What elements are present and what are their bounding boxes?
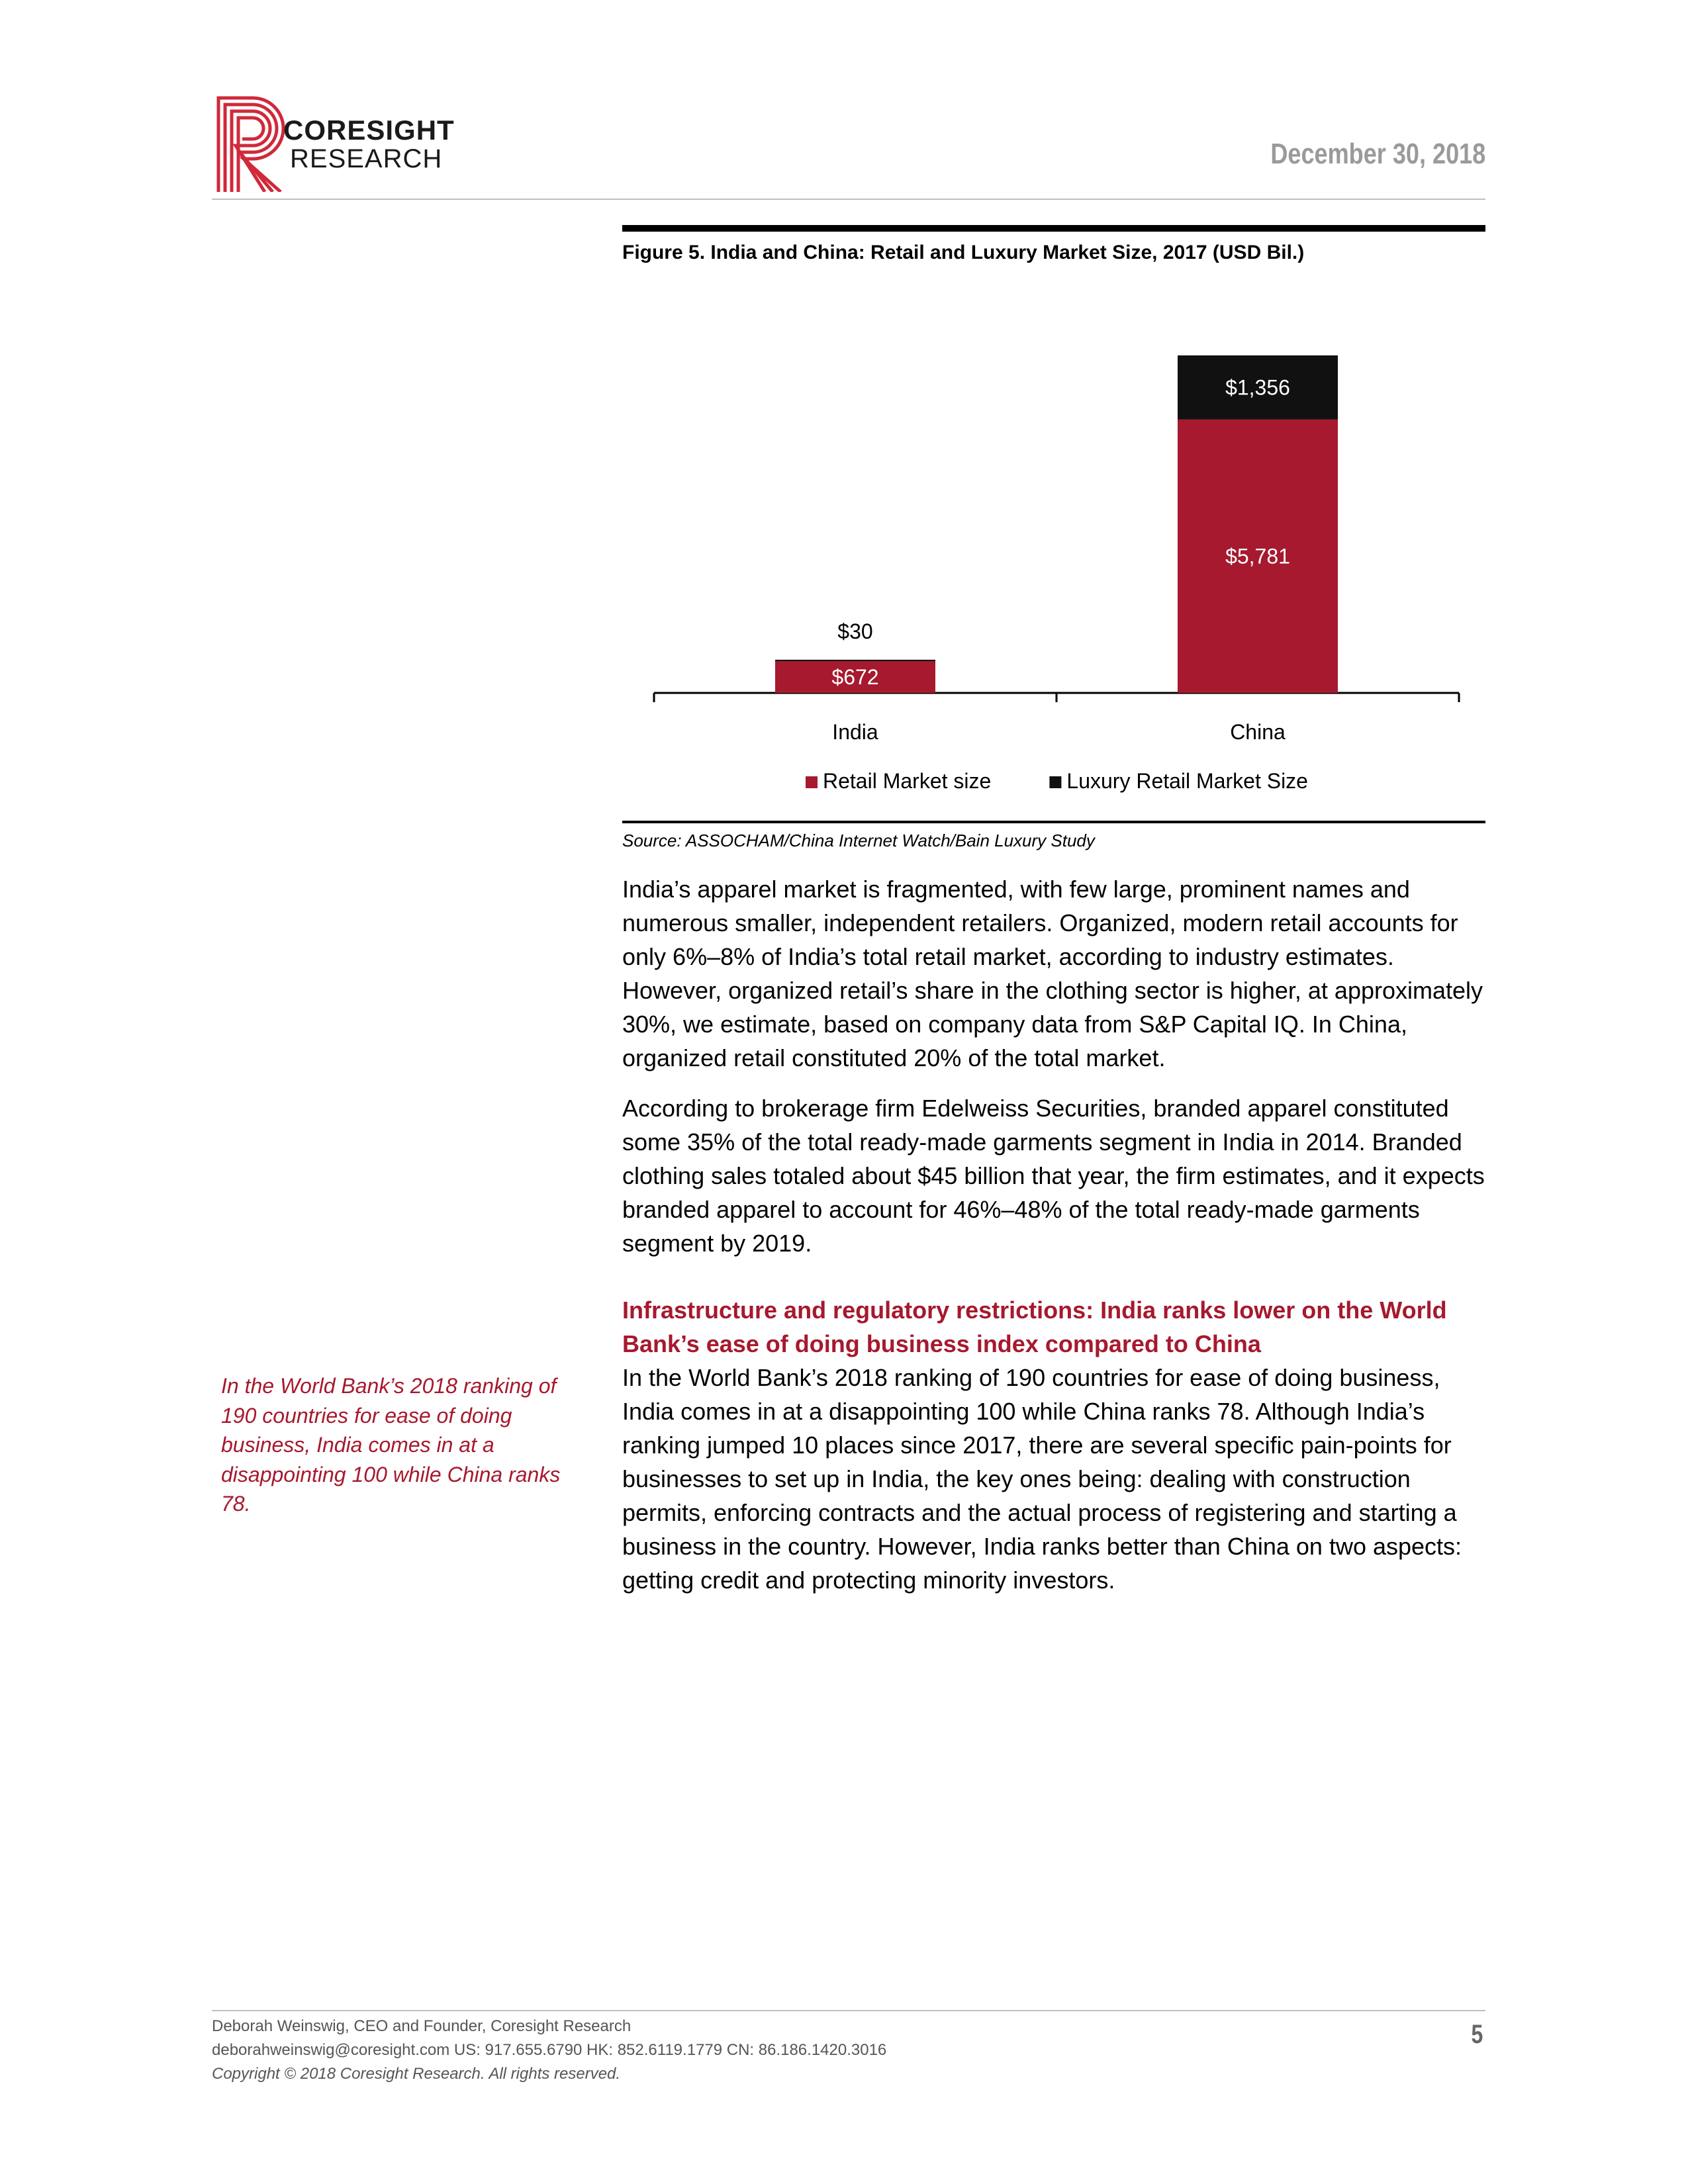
legend-swatch-0 [806,776,818,788]
footer-author: Deborah Weinswig, CEO and Founder, Coresight Research [212,2017,632,2035]
body-paragraph-1: India’s apparel market is fragmented, with few large, prominent names and numerous smaller, independent retailers. Organized, modern retail accounts for only 6%–8% of India’s total retail market, according to industry estimates. However, organized retail’s share in the clothing sector is higher, at approximately 30%, we estimate, based on company data from S&P Capital IQ. In China, organized retail constituted 20% of the total market. [622,876,1483,1071]
legend-label-1: Luxury Retail Market Size [1066,769,1308,793]
x-tick-label-china: China [1230,720,1286,744]
data-label-china-series-0: $5,781 [1225,544,1290,569]
figure-top-rule [622,225,1485,232]
x-tick-label-india: India [832,720,878,744]
logo-subtitle: RESEARCH [290,144,443,173]
legend-swatch-1 [1049,776,1061,788]
report-date: December 30, 2018 [1270,138,1485,170]
figure-source: Source: ASSOCHAM/China Internet Watch/Bain Luxury Study [622,831,1095,850]
page-number: 5 [1471,2020,1483,2049]
sidebar-pull-quote: In the World Bank’s 2018 ranking of 190 countries for ease of doing business, India comes in at a disappointing 100 while China ranks 78. [221,1374,561,1516]
legend-label-0: Retail Market size [823,769,992,793]
data-label-china-series-1: $1,356 [1225,375,1290,400]
data-label-india-series-1: $30 [837,619,873,643]
data-label-india-series-0: $672 [831,664,879,689]
header-divider [212,199,1485,200]
market-size-chart [622,278,1485,827]
footer-contact: deborahweinswig@coresight.com US: 917.655.6790 HK: 852.6119.1779 CN: 86.186.1420.3016 [212,2041,887,2059]
figure-bottom-rule [622,821,1485,823]
body-paragraph-3: In the World Bank’s 2018 ranking of 190 countries for ease of doing business, India comes in at a disappointing 100 while China ranks 78. Although India’s ranking jumped 10 places since 2017, there are several specific pain-points for businesses to set up in India, the key ones being: dealing with construction permits, enforcing contracts and the actual process of registering and starting a business in the country. However, India ranks better than China on two aspects: getting credit and protecting minority investors. [622,1364,1462,1594]
section-heading: Infrastructure and regulatory restrictions: India ranks lower on the World Bank’s ease of doing business index compared to China [622,1297,1447,1357]
footer-copyright: Copyright © 2018 Coresight Research. All rights reserved. [212,2065,621,2083]
coresight-logo [212,93,455,192]
bar-india-series-1 [775,660,935,661]
logo-wordmark: CORESIGHT [283,114,455,146]
body-paragraph-2: According to brokerage firm Edelweiss Securities, branded apparel constituted some 35% of the total ready-made garments segment in India in 2014. Branded clothing sales totaled about $45 billion that year, the firm estimates, and it expects branded apparel to account for 46%–48% of the total ready-made garments segment by 2019. [622,1095,1485,1257]
figure-title: Figure 5. India and China: Retail and Luxury Market Size, 2017 (USD Bil.) [622,242,1305,263]
footer-divider [212,2010,1485,2011]
